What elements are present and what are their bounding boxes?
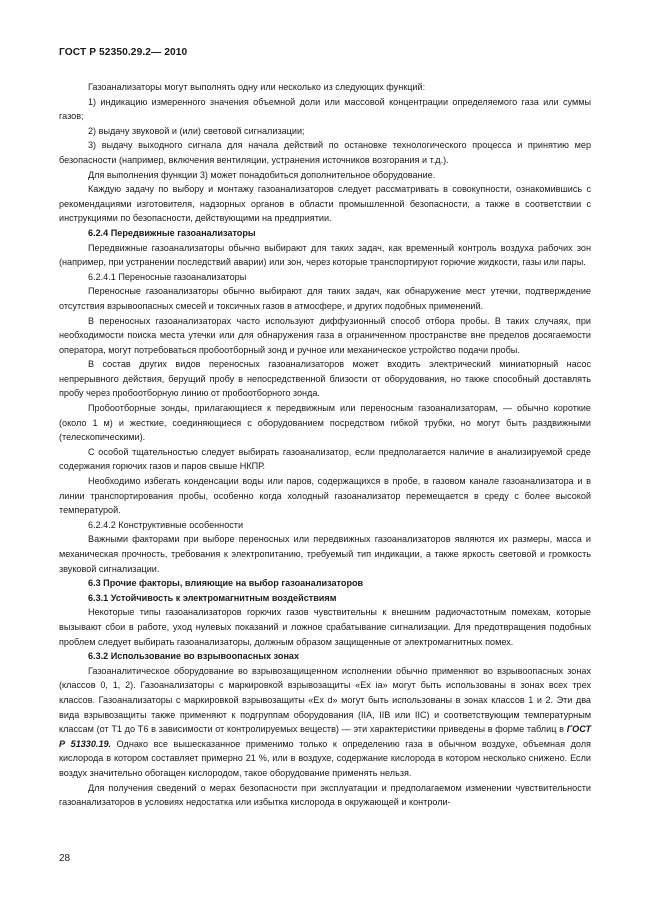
standard-reference: ГОСТ Р 51330.19. [59, 724, 591, 749]
document-header: ГОСТ Р 52350.29.2— 2010 [59, 47, 188, 58]
subsection-heading: 6.2.4.2 Конструктивные особенности [88, 519, 244, 530]
section-heading: 6.3.1 Устойчивость к электромагнитным воздействиям [88, 592, 337, 603]
paragraph [59, 664, 591, 781]
subsection-heading: 6.2.4.1 Переносные газоанализаторы [88, 271, 247, 282]
paragraph: Для выполнения функции 3) может понадобиться дополнительное оборудование. [88, 169, 436, 180]
paragraph: С особой тщательностью следует выбирать газоанализатор, если предполагается наличие в анализируемой среде содержания горючих газов и паров свыше НКПР. [59, 446, 591, 472]
paragraph: Пробоотборные зонды, прилагающиеся к передвижным или переносным газоанализаторам, — обычно короткие (около 1 м) и жесткие, соединяющиеся с оборудованием посредством гибкой трубки, но могут быть раздвижными (телескопическими). [59, 403, 591, 443]
paragraph: Передвижные газоанализаторы обычно выбирают для таких задач, как временный контроль воздуха рабочих зон (например, при устранении последствий аварии) или зон, через которые транспортируют горючие жидкости, газы или пары. [59, 242, 591, 268]
paragraph: Газоанализаторы могут выполнять одну или несколько из следующих функций: [88, 82, 426, 92]
paragraph: Необходимо избегать конденсации воды или паров, содержащихся в пробе, в газовом канале газоанализатора и в линии транспортирования пробы, особенно когда холодный газоанализатор перемещается в среду с более высокой температурой. [59, 476, 591, 516]
list-item: 1) индикацию измеренного значения объемной доли или массовой концентрации определяемого газа или суммы газов; [59, 96, 591, 122]
paragraph-text: Газоаналитическое оборудование во взрывозащищенном исполнении обычно применяют во взрывоопасных зонах (классов 0, 1, 2). Газоанализаторы с маркировкой взрывозащиты «Ex ia» могут быть использованы в зонах всех трех классов. Газоанализаторы с маркировкой взрывозащиты «Ex d» могут быть использованы в зонах классов 1 и 2. Эти два вида взрывозащиты также применяют к подгруппам оборудования (IIA, IIB или IIC) и соответствующим температурным классам (от Т1 до Т6 в зависимости от контролируемых веществ) — эти характеристики приведены в форме таблиц в [59, 665, 591, 735]
section-heading: 6.3.2 Использование во взрывоопасных зонах [88, 651, 300, 662]
section-heading: 6.2.4 Передвижные газоанализаторы [88, 227, 256, 238]
document-body [59, 80, 591, 810]
list-item: 2) выдачу звуковой и (или) световой сигнализации; [88, 125, 305, 136]
paragraph: В состав других видов переносных газоанализаторов может входить электрический миниатюрный насос непрерывного действия, берущий пробу в непосредственной близости от оборудования, но также способный доставлять пробу через пробоотборную линию от пробоотборного зонда. [59, 359, 591, 399]
section-heading: 6.3 Прочие факторы, влияющие на выбор газоанализаторов [88, 578, 364, 589]
paragraph: Для получения сведений о мерах безопасности при эксплуатации и предполагаемом изменении чувствительности газоанализаторов в условиях недостатка или избытка кислорода в окружающей и контроли- [59, 782, 591, 808]
paragraph: Каждую задачу по выбору и монтажу газоанализаторов следует рассматривать в совокупности, ознакомившись с рекомендациями изготовителя, надзорных органов в области промышленной безопасности, а также в соответствии с инструкциями по безопасности, действующими на предприятии. [59, 184, 591, 224]
page-number: 28 [59, 853, 71, 864]
paragraph: В переносных газоанализаторах часто используют диффузионный способ отбора пробы. В таких случаях, при необходимости поиска места утечки или для обнаружения газа в ограниченном пространстве вне пределов досягаемости оператора, могут потребоваться пробоотборный зонд и ручное или механическое устройство подачи пробы. [59, 315, 591, 355]
paragraph: Некоторые типы газоанализаторов горючих газов чувствительны к внешним радиочастотным помехам, которые вызывают сбои в работе, уход нулевых показаний и ложное срабатывание сигнализации. Для предотвращения подобных проблем следует выбирать газоанализаторы, должным образом защищенные от электромагнитных помех. [59, 607, 591, 647]
paragraph-text: Однако все вышесказанное применимо только к определению газа в обычном воздухе, объемная доля кислорода в котором составляет примерно 21 %, или в воздухе, содержание кислорода в котором несколько снижено. Если воздух значительно обогащен кислородом, такое оборудование применять нельзя. [59, 738, 591, 778]
paragraph: Переносные газоанализаторы обычно выбирают для таких задач, как обнаружение мест утечки, подтверждение отсутствия взрывоопасных смесей и токсичных газов в атмосфере, и других подобных применений. [59, 286, 591, 311]
paragraph: Важными факторами при выборе переносных или передвижных газоанализаторов являются их размеры, масса и механическая прочность, требования к электропитанию, требуемый тип индикации, а также яркость световой и громкость звуковой сигнализации. [59, 534, 591, 574]
list-item: 3) выдачу выходного сигнала для начала действий по остановке технологического процесса и принятию мер безопасности (например, включения вентиляции, устранения источников возгорания и т.д.). [59, 140, 591, 165]
